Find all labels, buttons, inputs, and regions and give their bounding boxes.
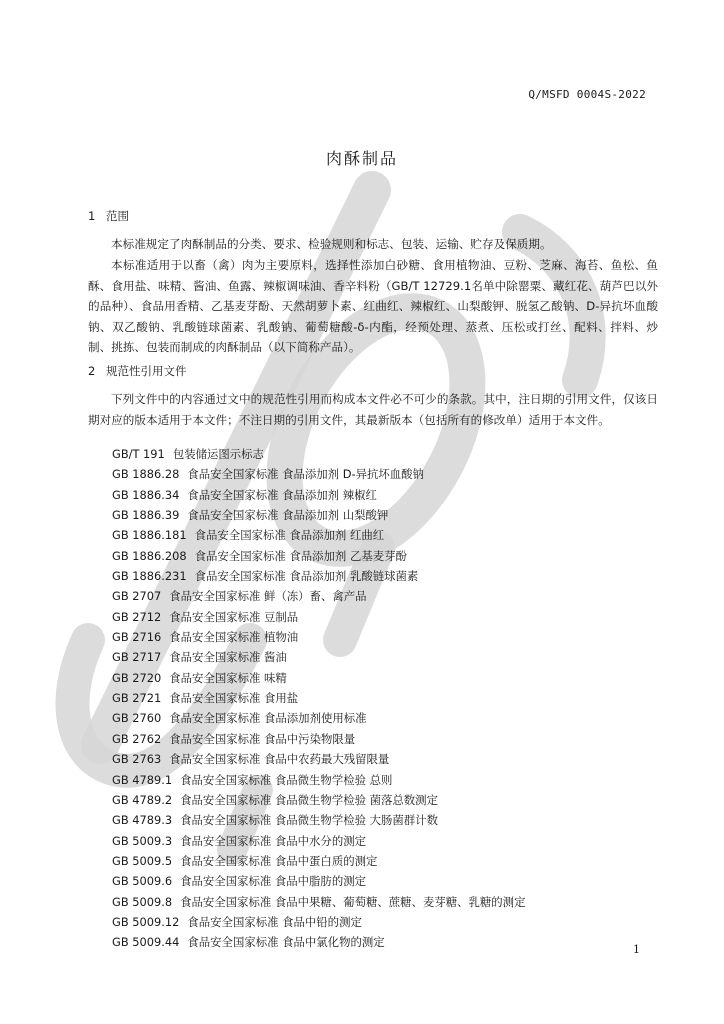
reference-item xyxy=(112,892,525,912)
reference-item xyxy=(112,810,525,830)
reference-code: GB 4789.2 xyxy=(112,792,173,807)
reference-code: GB 2721 xyxy=(112,691,162,706)
reference-title: 食品安全国家标准 食用盐 xyxy=(169,691,299,706)
reference-code: GB 4789.1 xyxy=(112,772,173,787)
reference-code: GB 5009.44 xyxy=(112,935,180,950)
page-number: 1 xyxy=(633,943,640,956)
reference-item xyxy=(112,586,525,606)
scope-paragraph-1: 本标准规定了肉酥制品的分类、要求、检验规则和标志、包装、运输、贮存及保质期。 xyxy=(111,237,552,251)
reference-code: GB 2760 xyxy=(112,711,162,726)
reference-title: 食品安全国家标准 食品中氯化物的测定 xyxy=(187,935,385,950)
reference-title: 食品安全国家标准 食品中脂肪的测定 xyxy=(180,874,366,889)
reference-item xyxy=(112,871,525,891)
reference-item xyxy=(112,851,525,871)
reference-item xyxy=(112,485,525,505)
reference-code: GB 2763 xyxy=(112,752,162,767)
reference-item xyxy=(112,607,525,627)
reference-item xyxy=(112,770,525,790)
reference-title: 食品安全国家标准 食品中铅的测定 xyxy=(187,914,362,929)
reference-item xyxy=(112,831,525,851)
reference-item xyxy=(112,729,525,749)
reference-title: 食品安全国家标准 味精 xyxy=(169,670,287,685)
reference-item xyxy=(112,505,525,525)
reference-code: GB 5009.12 xyxy=(112,914,180,929)
reference-item xyxy=(112,932,525,952)
reference-title: 食品安全国家标准 鲜（冻）畜、禽产品 xyxy=(169,589,367,604)
reference-code: GB 2762 xyxy=(112,731,162,746)
standard-code: Q/MSFD 0004S-2022 xyxy=(528,88,646,101)
reference-title: 食品安全国家标准 食品添加剂使用标准 xyxy=(169,711,367,726)
reference-item xyxy=(112,647,525,667)
reference-code: GB 2717 xyxy=(112,650,162,665)
reference-item xyxy=(112,668,525,688)
reference-title: 食品安全国家标准 食品中果糖、葡萄糖、蔗糖、麦芽糖、乳糖的测定 xyxy=(180,894,526,909)
reference-title: 食品安全国家标准 食品微生物学检验 大肠菌群计数 xyxy=(180,813,438,828)
reference-item xyxy=(112,546,525,566)
reference-title: 食品安全国家标准 食品添加剂 乳酸链球菌素 xyxy=(194,569,419,584)
reference-code: GB 2716 xyxy=(112,630,162,645)
reference-title: 食品安全国家标准 食品添加剂 D-异抗坏血酸钠 xyxy=(187,467,424,482)
reference-code: GB 1886.181 xyxy=(112,528,187,543)
reference-title: 食品安全国家标准 食品添加剂 红曲红 xyxy=(194,528,385,543)
reference-code: GB 2720 xyxy=(112,670,162,685)
reference-code: GB 1886.231 xyxy=(112,569,187,584)
reference-code: GB 1886.208 xyxy=(112,548,187,563)
reference-item xyxy=(112,688,525,708)
reference-code: GB 1886.39 xyxy=(112,508,180,523)
reference-code: GB 5009.5 xyxy=(112,853,173,868)
reference-title: 食品安全国家标准 酱油 xyxy=(169,650,287,665)
reference-code: GB 2712 xyxy=(112,609,162,624)
reference-item xyxy=(112,444,525,464)
reference-item xyxy=(112,464,525,484)
reference-title: 包装储运图示标志 xyxy=(172,447,264,461)
reference-item xyxy=(112,912,525,932)
reference-title: 食品安全国家标准 食品中农药最大残留限量 xyxy=(169,752,390,767)
document-title: 肉酥制品 xyxy=(325,149,398,168)
section-title: 规范性引用文件 xyxy=(106,364,187,378)
reference-item xyxy=(112,525,525,545)
reference-title: 食品安全国家标准 食品中水分的测定 xyxy=(180,833,366,848)
reference-list xyxy=(112,444,525,953)
references-intro: 下列文件中的内容通过文中的规范性引用而构成本文件必不可少的条款。其中，注日期的引用文件，仅该日期对应的版本适用于本文件；不注日期的引用文件，其最新版本（包括所有的修改单）适用于本文件。 xyxy=(88,392,658,427)
reference-item xyxy=(112,708,525,728)
reference-code: GB 5009.8 xyxy=(112,894,173,909)
reference-title: 食品安全国家标准 食品添加剂 山梨酸钾 xyxy=(187,508,389,523)
section-1-heading xyxy=(88,208,129,224)
reference-code: GB/T 191 xyxy=(112,447,165,461)
reference-code: GB 5009.3 xyxy=(112,833,173,848)
reference-item xyxy=(112,566,525,586)
reference-title: 食品安全国家标准 食品添加剂 辣椒红 xyxy=(187,487,377,502)
reference-item xyxy=(112,749,525,769)
reference-title: 食品安全国家标准 食品微生物学检验 菌落总数测定 xyxy=(180,792,438,807)
reference-title: 食品安全国家标准 食品微生物学检验 总则 xyxy=(180,772,393,787)
reference-title: 食品安全国家标准 食品添加剂 乙基麦芽酚 xyxy=(194,548,407,563)
scope-paragraph-2: 本标准适用于以畜（禽）肉为主要原料，选择性添加白砂糖、食用植物油、豆粉、芝麻、海苔、鱼松、鱼酥、食用盐、味精、酱油、鱼露、辣椒调味油、香辛料粉（GB/T 12729.1名单中除罂粟、藏红花、葫芦巴以外的品种）、食品用香精、乙基麦芽酚、天然胡萝卜素、红曲红、辣椒红、山梨酸钾、脱氢乙酸钠、D-异抗坏血酸钠、双乙酸钠、乳酸链球菌素、乳酸钠、葡萄糖酸-δ-内酯，经预处理、蒸煮、压松或打丝、配料、拌料、炒制、挑拣、包装而制成的肉酥制品（以下简称产品）。 xyxy=(88,258,658,355)
reference-code: GB 5009.6 xyxy=(112,874,173,889)
section-number: 2 xyxy=(88,364,96,378)
reference-title: 食品安全国家标准 食品中蛋白质的测定 xyxy=(180,853,378,868)
reference-item xyxy=(112,790,525,810)
reference-title: 食品安全国家标准 豆制品 xyxy=(169,609,299,624)
section-title: 范围 xyxy=(106,209,129,223)
section-number: 1 xyxy=(88,209,96,223)
reference-code: GB 2707 xyxy=(112,589,162,604)
reference-item xyxy=(112,627,525,647)
reference-title: 食品安全国家标准 食品中污染物限量 xyxy=(169,731,356,746)
reference-code: GB 1886.34 xyxy=(112,487,180,502)
reference-code: GB 4789.3 xyxy=(112,813,173,828)
reference-code: GB 1886.28 xyxy=(112,467,180,482)
section-2-heading xyxy=(88,363,187,379)
reference-title: 食品安全国家标准 植物油 xyxy=(169,630,299,645)
